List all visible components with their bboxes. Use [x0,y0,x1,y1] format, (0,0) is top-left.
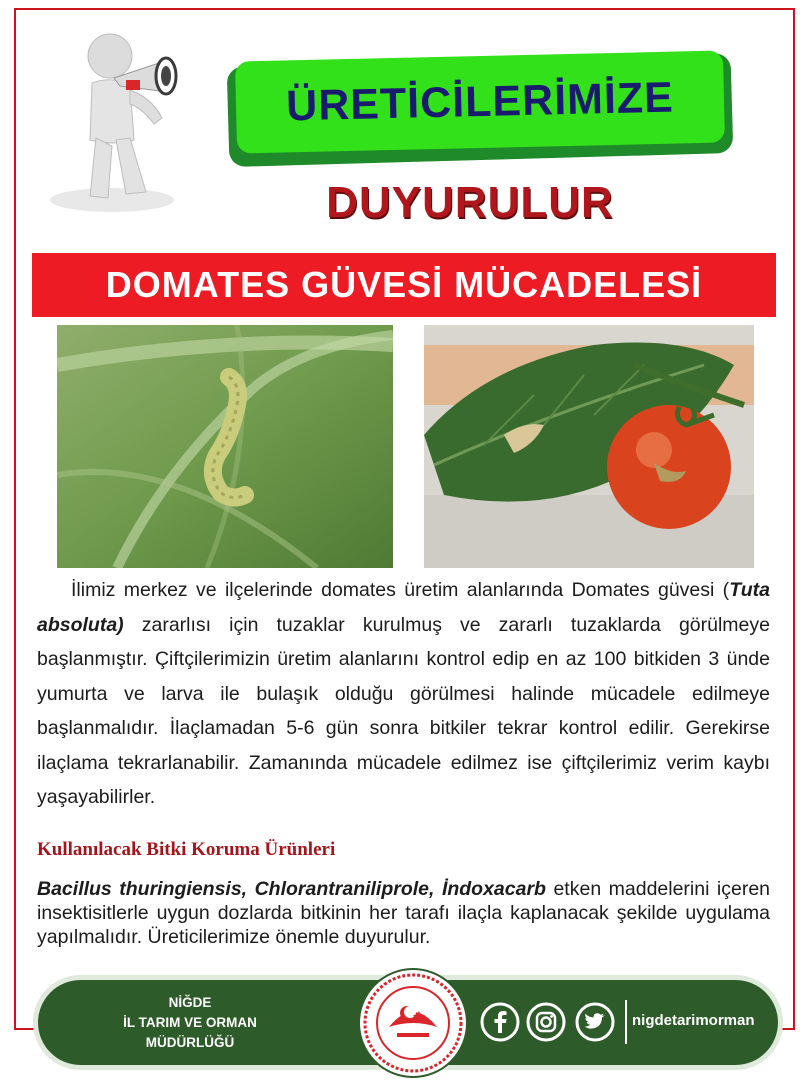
title-bar [32,253,776,317]
announcement-body [37,573,770,815]
org-line-3: MÜDÜRLÜĞÜ [145,1035,235,1050]
announcement-banner [235,50,725,153]
species-name: Tuta absoluta) [37,579,770,636]
instagram-icon[interactable] [526,1002,566,1042]
page-title: DOMATES GÜVESİ MÜCADELESİ [105,264,703,305]
announcer-megaphone-illustration [42,28,202,218]
org-line-1: NİĞDE [168,995,212,1010]
usage-instructions: etken maddelerini içeren insektisitlerle uygun dozlarda bitkinin her tarafı ilaçla kaplanacak şekilde uygulama yapılmalıdır. Üreticilerimize önemle duyurulur. [37,878,771,948]
announcement-subhead: DUYURULUR [326,178,614,227]
body-text-end: zararlısı için tuzaklar kurulmuş ve zararlı tuzaklarda görülmeye başlanmıştır. Çiftçilerimizin üretim alanlarını kontrol edip en az 100 bitkiden 3 ünde yumurta ve larva ile bulaşık olduğu görülmesi halinde mücadele edilmeye başlanmalıdır. İlaçlamadan 5-6 gün sonra bitkiler tekrar kontrol edilir. Gerekirse ilaçlama tekrarlanabilir. Zamanında mücadele edilmez ise çiftçilerimiz verim kaybı yaşayabilirler. [37,613,770,808]
footer-divider [625,1000,627,1044]
twitter-icon[interactable] [575,1002,615,1042]
banner-text: ÜRETİCİLERİMİZE [285,73,675,130]
facebook-icon[interactable] [480,1002,520,1042]
products-section-title: Kullanılacak Bitki Koruma Ürünleri [37,839,336,860]
damaged-tomato-photo [424,325,754,568]
active-ingredient-3: İndoxacarb [441,878,546,900]
active-ingredient-2: Chlorantraniliprole, [254,878,435,900]
products-usage-text [37,877,770,949]
body-text-start: İlimiz merkez ve ilçelerinde domates üretim alanlarında Domates güvesi ( [71,579,730,601]
organization-name [95,993,285,1053]
active-ingredient-1: Bacillus thuringiensis, [37,878,248,900]
ministry-seal-logo [353,967,473,1079]
larva-on-leaf-photo [57,325,393,568]
org-line-2: İL TARIM VE ORMAN [123,1015,257,1030]
social-handle[interactable]: nigdetarimorman [632,1012,755,1029]
